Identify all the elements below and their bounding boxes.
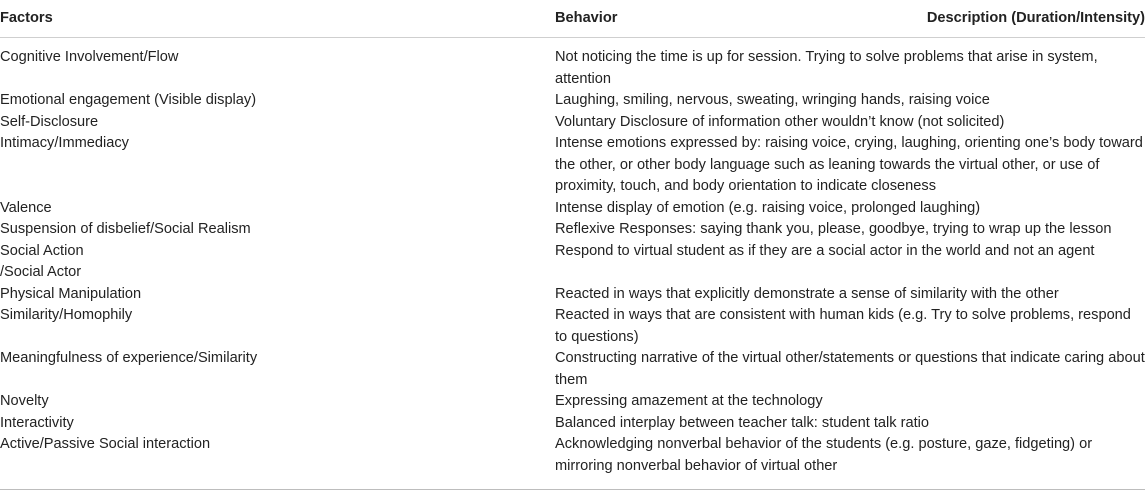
behavior-cell: Respond to virtual student as if they are a social actor in the world and not an agent (555, 242, 1095, 259)
table-row (0, 391, 1145, 413)
header-description: Description (Duration/Intensity) (926, 9, 1145, 26)
table-row (0, 133, 1145, 198)
table-row (0, 434, 1145, 490)
behavior-cell: Laughing, smiling, nervous, sweating, wringing hands, raising voice (555, 92, 990, 108)
factor-cell: Intimacy/Immediacy (0, 135, 129, 151)
factor-cell: Emotional engagement (Visible display) (0, 92, 257, 108)
table-row (0, 241, 1145, 284)
factor-cell: Novelty (0, 393, 49, 409)
behavior-cell: Acknowledging nonverbal behavior of the students (e.g. posture, gaze, fidgeting) or mirroring nonverbal behavior of virtual other (555, 434, 1145, 490)
table-row (0, 112, 1145, 134)
table-row (0, 219, 1145, 241)
factor-cell: Physical Manipulation (0, 285, 142, 302)
table-body (0, 38, 1145, 490)
factor-cell: Social Action /Social Actor (0, 242, 84, 280)
factor-cell: Suspension of disbelief/Social Realism (0, 221, 251, 237)
behavior-cell: Expressing amazement at the technology (555, 393, 823, 409)
table-row (0, 413, 1145, 435)
table-row (0, 198, 1145, 220)
table-row (0, 90, 1145, 112)
table-row (0, 305, 1145, 348)
header-factors: Factors (0, 0, 555, 38)
behavior-cell: Voluntary Disclosure of information other wouldn’t know (not solicited) (555, 113, 1005, 130)
factor-cell: Meaningfulness of experience/Similarity (0, 350, 258, 366)
behavior-cell: Intense emotions expressed by: raising voice, crying, laughing, orienting one’s body toward the other, or other body language such as leaning towards the virtual other, or use of proximity, touch, and body orientation to indicate closeness (555, 135, 1143, 194)
header-row (0, 0, 1145, 38)
header-behavior: Behavior (555, 9, 618, 26)
behavior-cell: Reflexive Responses: saying thank you, please, goodbye, trying to wrap up the lesson (555, 221, 1112, 237)
behavior-cell: Constructing narrative of the virtual other/statements or questions that indicate caring about them (555, 350, 1145, 388)
factor-cell: Self-Disclosure (0, 113, 99, 130)
table-header (0, 0, 1145, 38)
table-row (0, 38, 1145, 91)
factor-cell: Active/Passive Social interaction (0, 434, 555, 490)
factor-cell: Cognitive Involvement/Flow (0, 49, 179, 65)
factor-cell: Similarity/Homophily (0, 307, 133, 323)
header-behavior-description (555, 0, 1145, 38)
table-row (0, 284, 1145, 306)
factor-cell: Interactivity (0, 414, 74, 431)
header-behavior-group (555, 8, 1145, 30)
behavior-cell: Intense display of emotion (e.g. raising voice, prolonged laughing) (555, 199, 981, 216)
behavior-cell: Not noticing the time is up for session. Trying to solve problems that arise in system, attention (555, 49, 1098, 87)
behavior-cell: Balanced interplay between teacher talk: student talk ratio (555, 414, 929, 431)
behavior-cell: Reacted in ways that are consistent with human kids (e.g. Try to solve problems, respond to questions) (555, 307, 1131, 345)
table-row (0, 348, 1145, 391)
behavior-cell: Reacted in ways that explicitly demonstrate a sense of similarity with the other (555, 285, 1059, 302)
factor-cell: Valence (0, 199, 52, 216)
